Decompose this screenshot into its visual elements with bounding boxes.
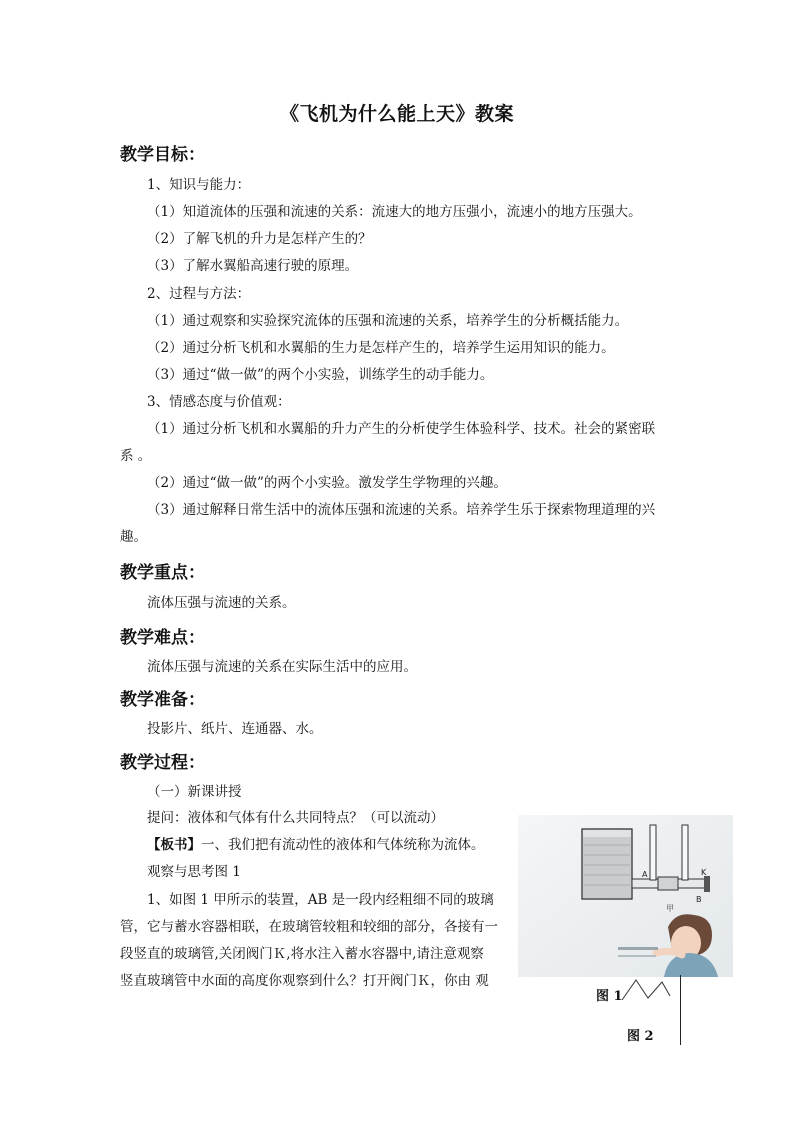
process-3 <box>147 835 485 855</box>
goal-2a: （1）通过观察和实验探究流体的压强和流速的关系，培养学生的分析概括能力。 <box>147 313 629 329</box>
board-tag: 【板书】 <box>147 837 201 853</box>
goal-3c-line1: （3）通过解释日常生活中的流体压强和流速的关系。培养学生乐于探索物理道理的兴 <box>147 502 656 518</box>
experiment-photo <box>518 815 733 977</box>
process-5-line1: 1、如图 1 甲所示的装置，AB 是一段内经粗细不同的玻璃 <box>147 892 494 908</box>
heading-teaching-goals: 教学目标： <box>120 145 205 165</box>
goal-3: 3、情感态度与价值观： <box>147 394 291 410</box>
heading-preparation: 教学准备： <box>120 690 205 710</box>
key-point-text: 流体压强与流速的关系。 <box>147 595 296 611</box>
heading-process: 教学过程： <box>120 753 205 773</box>
process-2: 提问：液体和气体有什么共同特点？（可以流动） <box>147 810 444 826</box>
heading-key-points: 教学重点： <box>120 563 205 583</box>
process-5-line4: 竖直玻璃管中水面的高度你观察到什么？打开阀门Ｋ，你由 观 <box>120 973 489 989</box>
process-1: （一）新课讲授 <box>147 784 242 800</box>
preparation-text: 投影片、纸片、连通器、水。 <box>147 721 323 737</box>
goal-1a: （1）知道流体的压强和流速的关系：流速大的地方压强小，流速小的地方压强大。 <box>147 204 642 220</box>
process-4: 观察与思考图 1 <box>147 864 241 880</box>
difficulty-text: 流体压强与流速的关系在实际生活中的应用。 <box>147 659 417 675</box>
label-jia: 甲 <box>666 904 674 913</box>
label-k: K <box>701 868 707 877</box>
document-title: 《飞机为什么能上天》教案 <box>279 103 514 125</box>
label-b: B <box>696 895 702 904</box>
figure-1-caption: 图 1 <box>596 989 623 1004</box>
process-5-line2: 管，它与蓄水容器相联，在玻璃管较粗和较细的部分，各接有一 <box>120 919 498 935</box>
figure-divider-line <box>680 975 681 1045</box>
goal-2: 2、过程与方法： <box>147 286 251 302</box>
goal-2c: （3）通过“做一做”的两个小实验，训练学生的动手能力。 <box>147 367 494 383</box>
goal-1b: （2）了解飞机的升力是怎样产生的？ <box>147 231 372 247</box>
goal-3a-line2: 系 。 <box>120 448 152 464</box>
goal-1: 1、知识与能力： <box>147 177 251 193</box>
goal-3c-line2: 趣。 <box>120 529 147 545</box>
figure-scribble <box>618 976 678 1002</box>
heading-difficulties: 教学难点： <box>120 628 205 648</box>
goal-1c: （3）了解水翼船高速行驶的原理。 <box>147 258 359 274</box>
board-text: 一、我们把有流动性的液体和气体统称为流体。 <box>201 837 485 853</box>
goal-3b: （2）通过“做一做”的两个小实验。激发学生学物理的兴趣。 <box>147 475 507 491</box>
process-5-line3: 段竖直的玻璃管,关闭阀门Ｋ,将水注入蓄水容器中,请注意观察 <box>120 946 484 962</box>
goal-3a-line1: （1）通过分析飞机和水翼船的升力产生的分析使学生体验科学、技术。社会的紧密联 <box>147 421 656 437</box>
figure-2-caption: 图 2 <box>627 1029 654 1044</box>
goal-2b: （2）通过分析飞机和水翼船的生力是怎样产生的，培养学生运用知识的能力。 <box>147 340 615 356</box>
label-a: A <box>642 870 648 879</box>
